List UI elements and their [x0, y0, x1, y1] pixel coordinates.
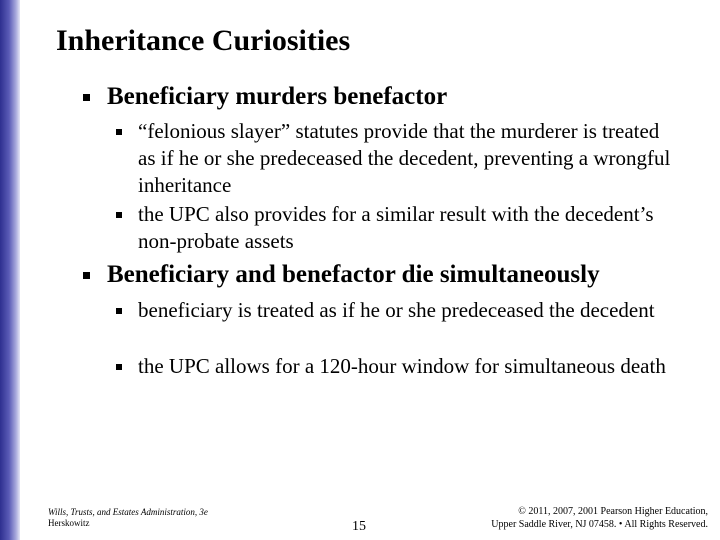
footer-author: Herskowitz	[48, 518, 90, 528]
bullet-120-hour: the UPC allows for a 120-hour window for simultaneous death	[138, 354, 666, 378]
bullet-square-icon	[116, 308, 122, 314]
bullet-upc-non-probate: the UPC also provides for a similar result with the decedent’s non-probate assets	[138, 202, 654, 253]
footer-book-title: Wills, Trusts, and Estates Administration, 3e	[48, 507, 208, 517]
footer-book-info	[48, 507, 208, 529]
decorative-sidebar	[0, 0, 20, 540]
bullet-predeceased: beneficiary is treated as if he or she predeceased the decedent	[138, 298, 655, 322]
page-number: 15	[352, 519, 366, 534]
bullet-square-icon	[116, 364, 122, 370]
slide-title: Inheritance Curiosities	[56, 24, 351, 57]
section-heading-murders: Beneficiary murders benefactor	[107, 83, 448, 110]
bullet-felonious-slayer: “felonious slayer” statutes provide that the murderer is treated as if he or she predeceased the decedent, preventing a wrongful inheritance	[138, 119, 671, 197]
bullet-square-icon	[116, 129, 122, 135]
bullet-square-icon	[116, 212, 122, 218]
copyright-line-2: Upper Saddle River, NJ 07458. • All Rights Reserved.	[491, 519, 708, 530]
section-heading-simultaneous: Beneficiary and benefactor die simultaneously	[107, 261, 600, 288]
copyright-line-1: © 2011, 2007, 2001 Pearson Higher Education,	[518, 506, 708, 517]
bullet-square-icon	[83, 272, 90, 279]
footer-copyright	[491, 505, 708, 531]
bullet-square-icon	[83, 94, 90, 101]
